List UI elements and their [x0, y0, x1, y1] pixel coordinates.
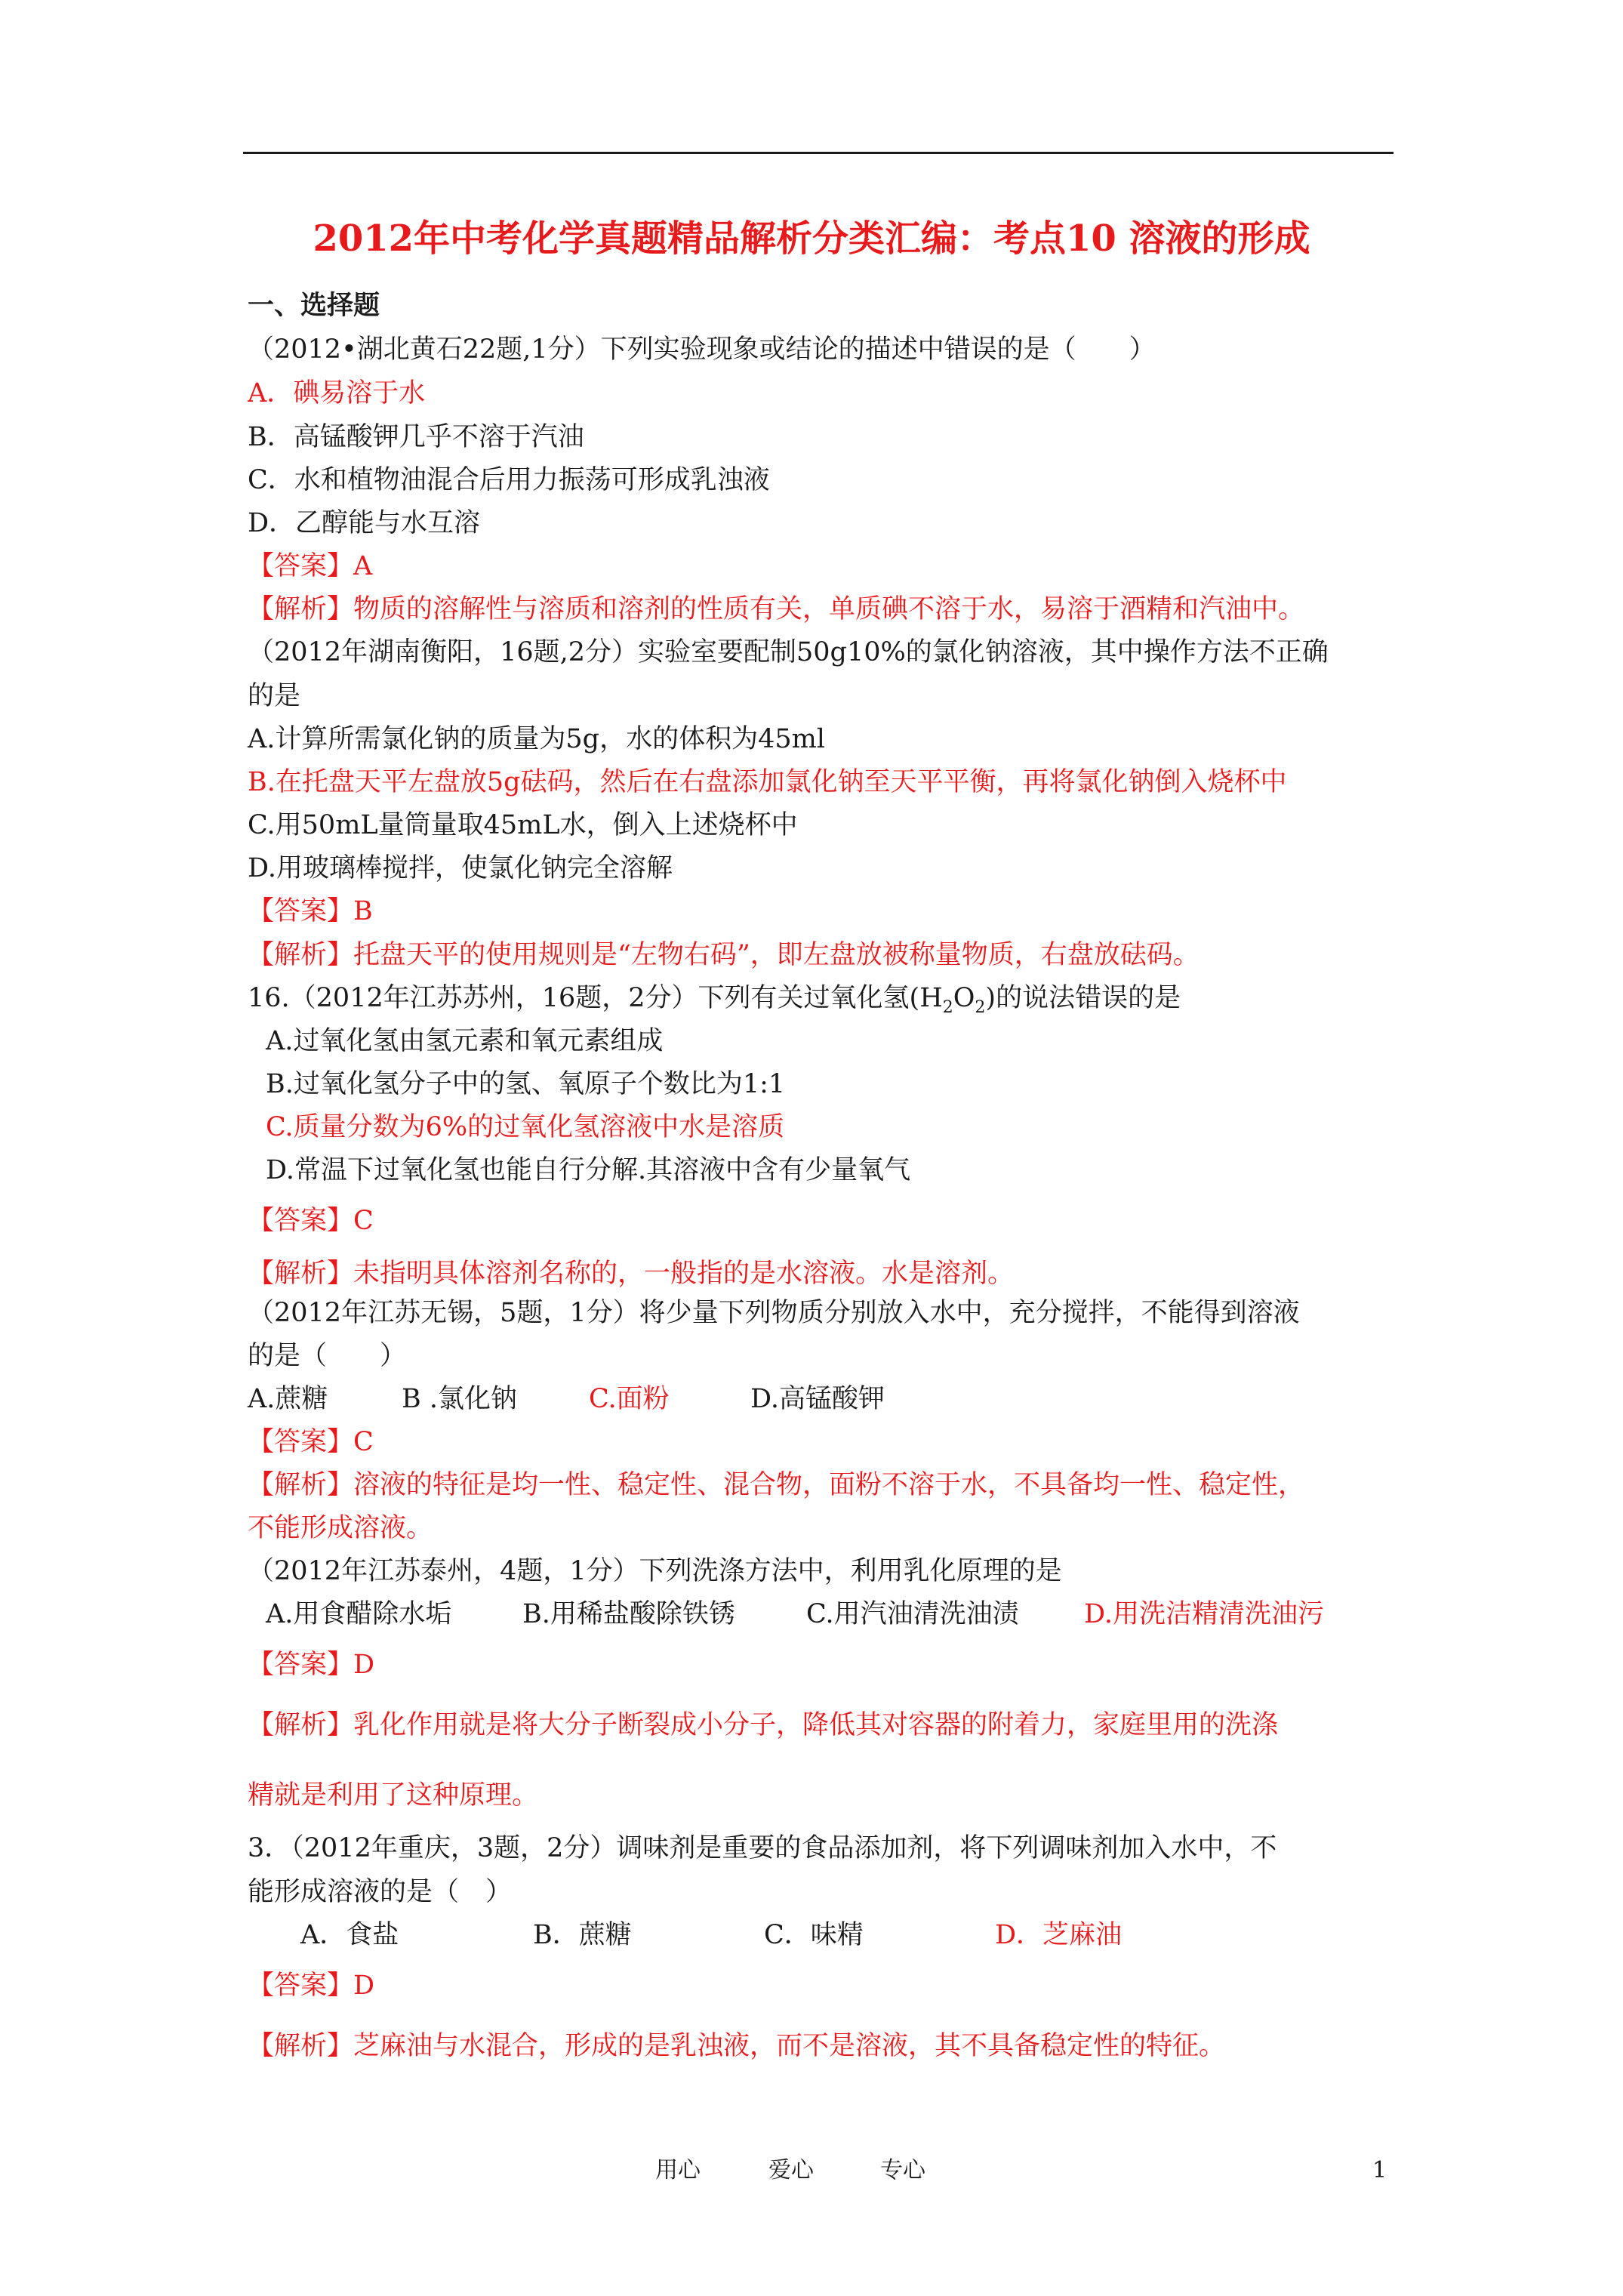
- q1-option-d: D．乙醇能与水互溶: [248, 508, 481, 538]
- q5-option-c: C.用汽油清洗油渍: [806, 1599, 1019, 1629]
- q4-answer: 【答案】C: [248, 1427, 374, 1457]
- q1-option-c: C．水和植物油混合后用力振荡可形成乳浊液: [248, 465, 770, 495]
- footer-word-3: 专心: [880, 2157, 925, 2184]
- q6-option-a: A．食盐: [300, 1920, 399, 1950]
- q6-answer: 【答案】D: [248, 1971, 375, 2001]
- q2-analysis: 【解析】托盘天平的使用规则是“左物右码”，即左盘放被称量物质，右盘放砝码。: [248, 940, 1200, 970]
- section-heading: 一、选择题: [248, 290, 380, 321]
- q6-analysis: 【解析】芝麻油与水混合，形成的是乳浊液，而不是溶液，其不具备稳定性的特征。: [248, 2031, 1226, 2061]
- page-number: 1: [1372, 2157, 1387, 2184]
- q3-stem-mid: O: [953, 983, 975, 1013]
- q3-stem-pre: 16.（2012年江苏苏州，16题，2分）下列有关过氧化氢(H: [248, 983, 943, 1013]
- q2-option-d: D.用玻璃棒搅拌，使氯化钠完全溶解: [248, 853, 673, 883]
- q1-answer: 【答案】A: [248, 551, 373, 581]
- q5-answer: 【答案】D: [248, 1650, 375, 1680]
- q6-option-c: C．味精: [764, 1920, 864, 1950]
- q2-option-a: A.计算所需氯化钠的质量为5g，水的体积为45ml: [248, 724, 825, 754]
- q3-option-d: D.常温下过氧化氢也能自行分解.其溶液中含有少量氧气: [266, 1155, 911, 1185]
- q5-analysis-line2: 精就是利用了这种原理。: [248, 1780, 539, 1811]
- q2-stem-line1: （2012年湖南衡阳，16题,2分）实验室要配制50g10%的氯化钠溶液，其中操作方法不正确: [248, 637, 1329, 667]
- q1-analysis: 【解析】物质的溶解性与溶质和溶剂的性质有关，单质碘不溶于水，易溶于酒精和汽油中。: [248, 594, 1305, 624]
- q4-stem-line2: 的是（ ）: [248, 1341, 407, 1371]
- q5-analysis-line1: 【解析】乳化作用就是将大分子断裂成小分子，降低其对容器的附着力，家庭里用的洗涤: [248, 1710, 1279, 1740]
- q4-stem-line1: （2012年江苏无锡，5题，1分）将少量下列物质分别放入水中，充分搅拌，不能得到溶液: [248, 1298, 1300, 1328]
- footer-word-1: 用心: [655, 2157, 701, 2184]
- q4-analysis-line2: 不能形成溶液。: [248, 1513, 433, 1543]
- q4-option-b: B .氯化钠: [402, 1384, 517, 1414]
- q5-option-a: A.用食醋除水垢: [266, 1599, 452, 1629]
- q5-stem: （2012年江苏泰州，4题，1分）下列洗涤方法中，利用乳化原理的是: [248, 1556, 1062, 1586]
- q4-analysis-line1: 【解析】溶液的特征是均一性、稳定性、混合物，面粉不溶于水，不具备均一性、稳定性，: [248, 1470, 1305, 1500]
- q4-options: [248, 1382, 1380, 1416]
- q1-stem: （2012•湖北黄石22题,1分）下列实验现象或结论的描述中错误的是（ ）: [248, 334, 1156, 365]
- q3-subscript-2: 2: [975, 998, 986, 1017]
- q3-analysis: 【解析】未指明具体溶剂名称的，一般指的是水溶液。水是溶剂。: [248, 1259, 1015, 1289]
- header-rule: [243, 152, 1394, 154]
- q1-option-b: B．高锰酸钾几乎不溶于汽油: [248, 422, 584, 452]
- q4-option-a: A.蔗糖: [248, 1384, 328, 1414]
- document-title: 2012年中考化学真题精品解析分类汇编：考点10 溶液的形成: [313, 217, 1310, 260]
- q4-option-d: D.高锰酸钾: [750, 1384, 885, 1414]
- q3-option-a: A.过氧化氢由氢元素和氧元素组成: [266, 1026, 664, 1056]
- q2-option-b: B.在托盘天平左盘放5g砝码，然后在右盘添加氯化钠至天平平衡，再将氯化钠倒入烧杯中: [248, 767, 1287, 797]
- q6-stem-line1: 3．（2012年重庆，3题，2分）调味剂是重要的食品添加剂，将下列调味剂加入水中，不: [248, 1833, 1277, 1863]
- q3-answer: 【答案】C: [248, 1206, 374, 1236]
- q5-option-d: D.用洗洁精清洗油污: [1084, 1599, 1324, 1629]
- q2-option-c: C.用50mL量筒量取45mL水，倒入上述烧杯中: [248, 810, 798, 840]
- q6-option-b: B．蔗糖: [533, 1920, 632, 1950]
- q3-stem: [248, 981, 1181, 1025]
- q5-options: [266, 1597, 1398, 1632]
- q3-option-b: B.过氧化氢分子中的氢、氧原子个数比为1:1: [266, 1069, 786, 1099]
- q3-option-c: C.质量分数为6%的过氧化氢溶液中水是溶质: [266, 1112, 785, 1142]
- footer-word-2: 爱心: [768, 2157, 814, 2184]
- q3-stem-post: )的说法错误的是: [985, 983, 1181, 1013]
- q2-answer: 【答案】B: [248, 896, 373, 926]
- q5-option-b: B.用稀盐酸除铁锈: [522, 1599, 735, 1629]
- q2-stem-line2: 的是: [248, 681, 301, 711]
- q4-option-c: C.面粉: [589, 1384, 670, 1414]
- q6-option-d: D．芝麻油: [995, 1920, 1123, 1950]
- q6-stem-line2: 能形成溶液的是（ ）: [248, 1877, 513, 1907]
- q3-subscript-1: 2: [942, 998, 953, 1017]
- q1-option-a: A．碘易溶于水: [248, 378, 426, 408]
- q6-options: [300, 1918, 1282, 1952]
